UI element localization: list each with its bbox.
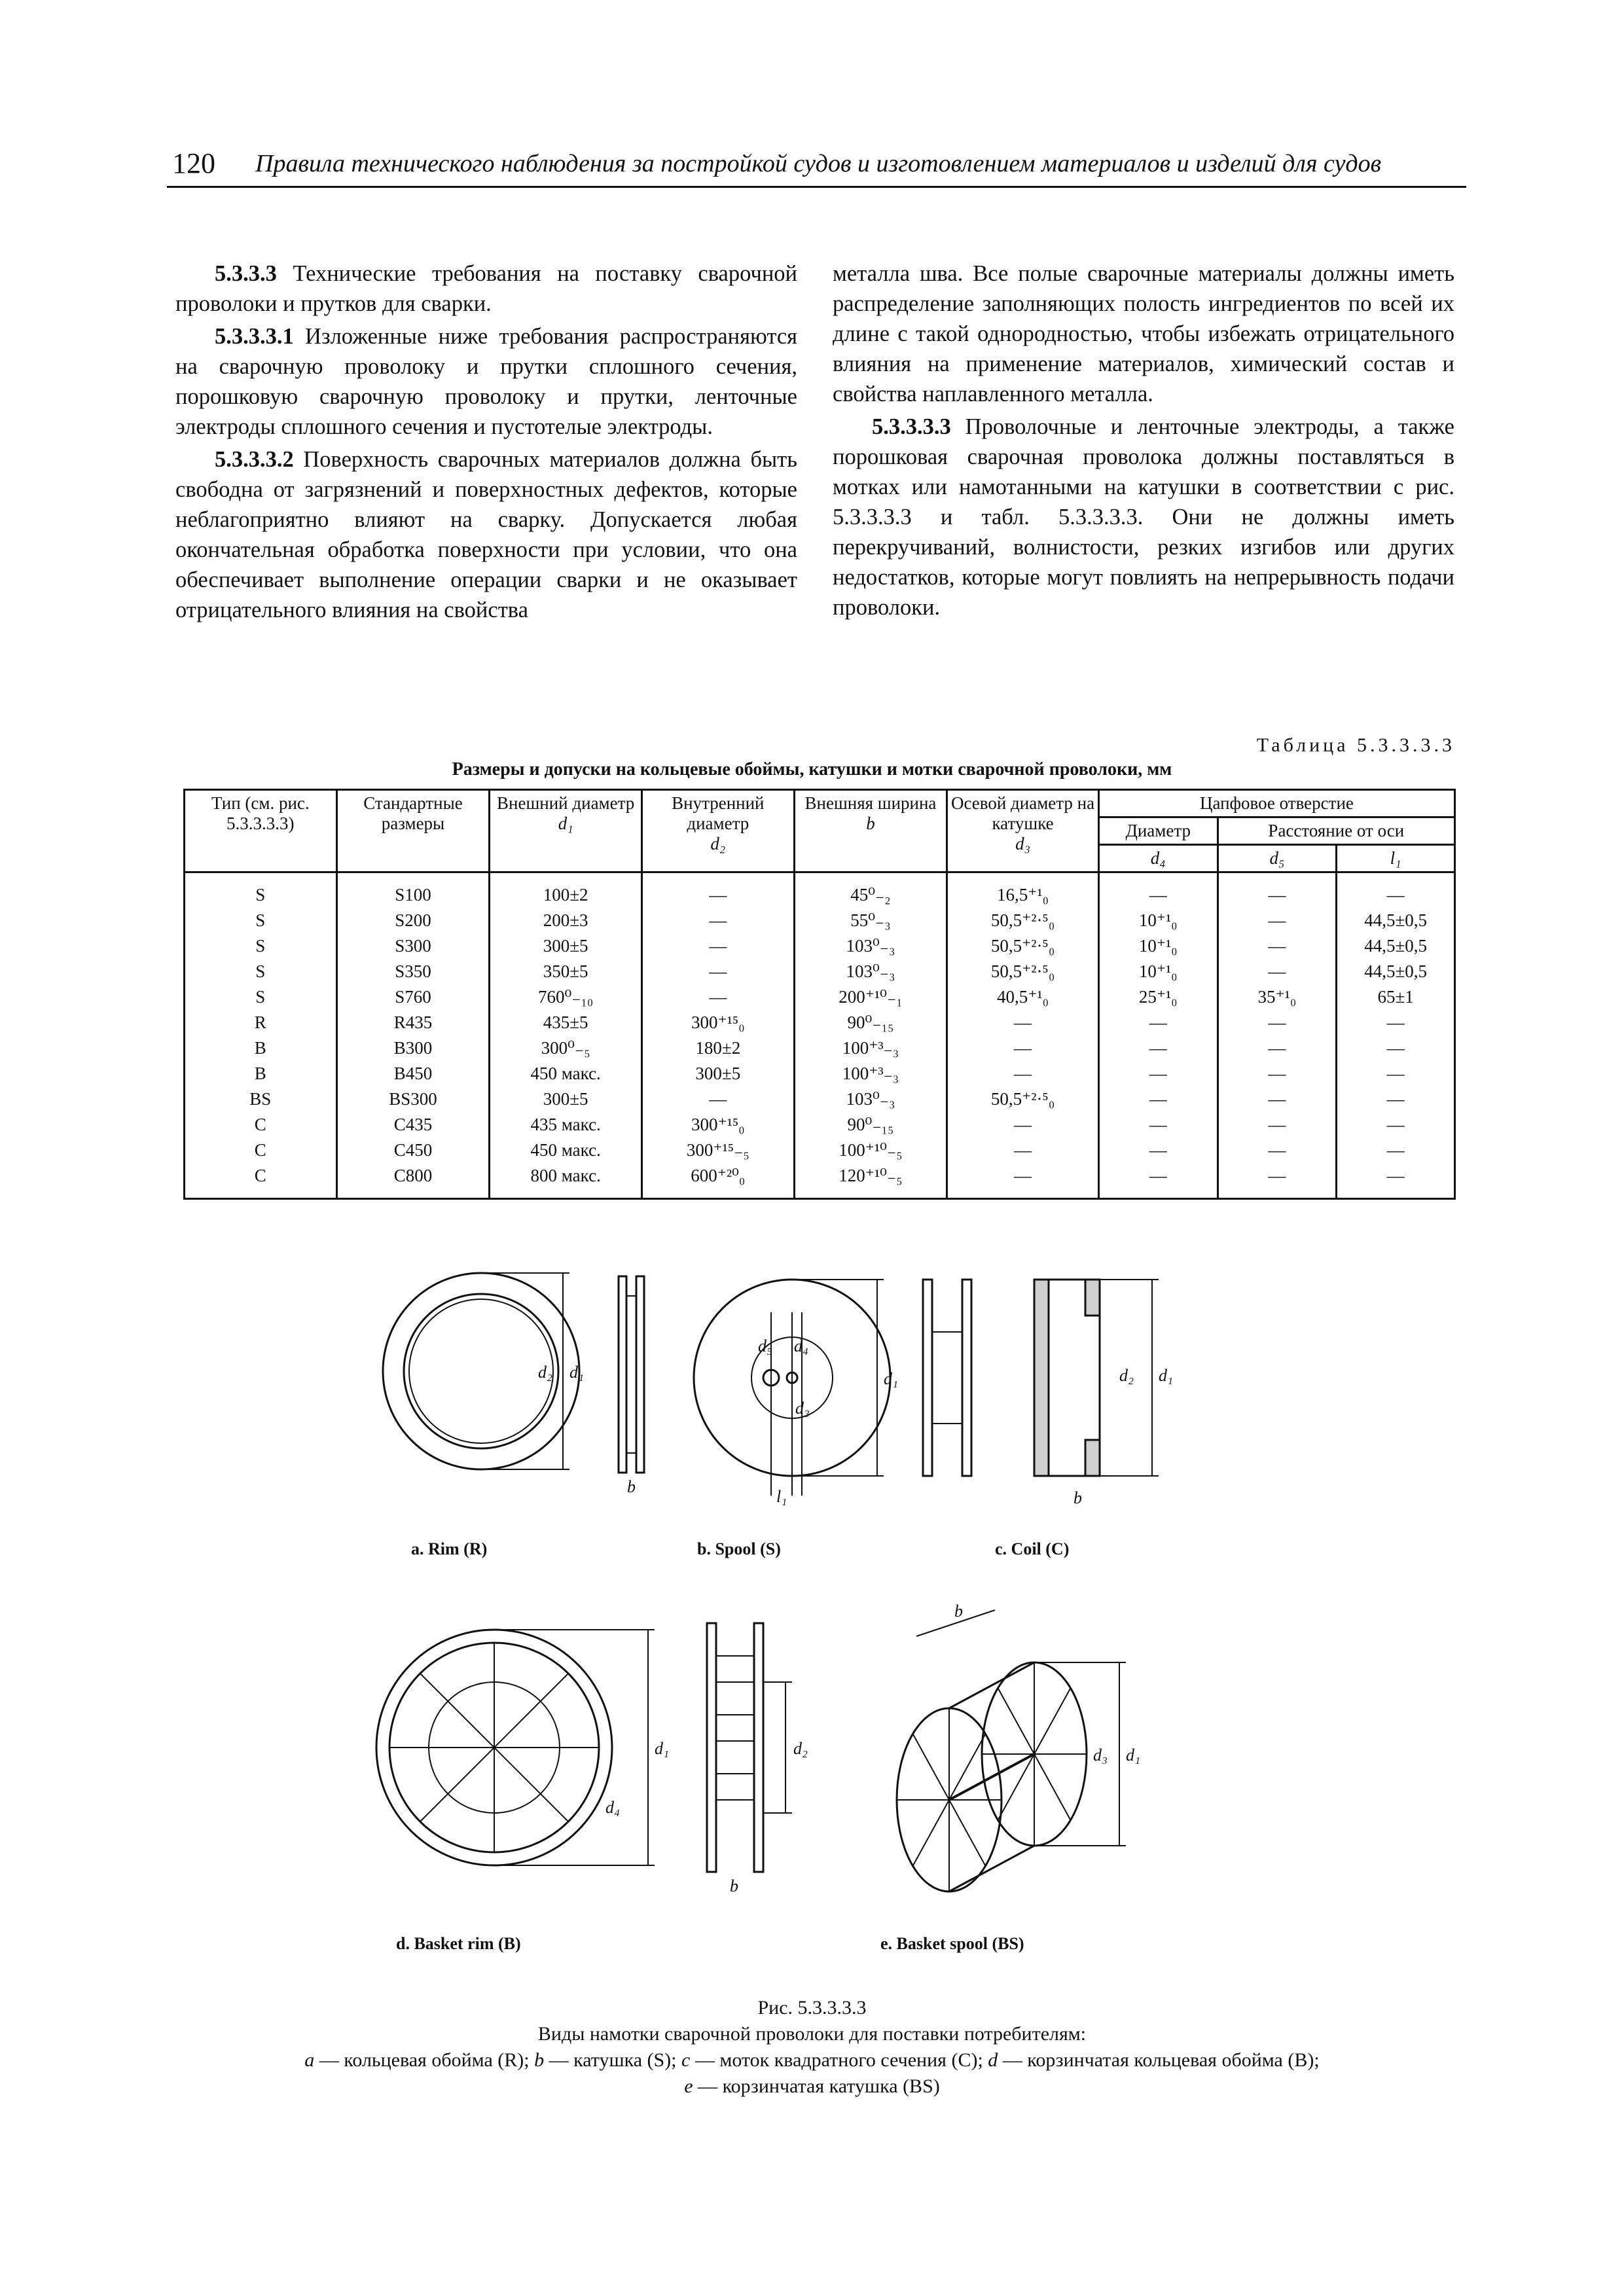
header-d5: d₅	[1218, 845, 1337, 872]
table-cell: 100⁺³₋₃	[794, 1035, 947, 1061]
table-cell: S	[185, 908, 337, 933]
table-cell: —	[1098, 1163, 1218, 1199]
table-cell: 100±2	[490, 872, 642, 908]
clause-number: 5.3.3.3.1	[215, 324, 294, 349]
table-cell: —	[641, 1086, 794, 1112]
table-cell: —	[1218, 1112, 1337, 1138]
table-cell: 55⁰₋₃	[794, 908, 947, 933]
running-title: Правила технического наблюдения за постройкой судов и изготовлением материалов и изделий для судов	[255, 150, 1382, 177]
figure-legend-line-2	[0, 2073, 1624, 2100]
caption-rim: a. Rim (R)	[411, 1539, 488, 1558]
figure-caption	[0, 1995, 1624, 2100]
legend-text: — корзинчатая катушка (BS)	[693, 2075, 940, 2097]
table-cell: —	[947, 1163, 1099, 1199]
table-row	[185, 959, 1455, 984]
header-pin-diameter: Диаметр	[1098, 817, 1218, 845]
table-cell: R435	[336, 1010, 490, 1035]
dim-label-d2: d₂	[538, 1363, 553, 1382]
legend-text: — кольцевая обойма (R);	[314, 2049, 535, 2071]
table-cell: 50,5⁺²·⁵₀	[947, 933, 1099, 959]
header-pin-distance: Расстояние от оси	[1218, 817, 1454, 845]
table-cell: 90⁰₋₁₅	[794, 1010, 947, 1035]
figure-number: Рис. 5.3.3.3.3	[757, 1997, 867, 2018]
table-cell: 300±5	[641, 1061, 794, 1086]
table-cell: 50,5⁺²·⁵₀	[947, 908, 1099, 933]
table-cell: —	[947, 1035, 1099, 1061]
table-cell: 50,5⁺²·⁵₀	[947, 959, 1099, 984]
table-cell: —	[641, 908, 794, 933]
table-cell: —	[1218, 1035, 1337, 1061]
figure-rim	[367, 1296, 641, 1512]
header-type: Тип (см. рис. 5.3.3.3.3)	[185, 790, 337, 872]
table-cell: 200±3	[490, 908, 642, 933]
table-row	[185, 1010, 1455, 1035]
header-label: Внешняя ширина	[804, 793, 937, 813]
table-row	[185, 1035, 1455, 1061]
caption-spool: b. Spool (S)	[697, 1539, 781, 1558]
table-cell: —	[1098, 1138, 1218, 1163]
legend-key: e	[684, 2075, 693, 2097]
dim-label-d1: d₁	[655, 1739, 670, 1758]
dim-label-b: b	[954, 1602, 963, 1621]
table-cell: 760⁰₋₁₀	[490, 984, 642, 1010]
dim-label-b: b	[730, 1876, 738, 1895]
table-cell: C450	[336, 1138, 490, 1163]
table-cell: B300	[336, 1035, 490, 1061]
table-cell: —	[1218, 908, 1337, 933]
table-cell: 65±1	[1337, 984, 1455, 1010]
table-cell: 300⁰₋₅	[490, 1035, 642, 1061]
figure-spool	[687, 1299, 988, 1522]
table-cell: —	[1218, 933, 1337, 959]
legend-key: b	[534, 2049, 545, 2071]
paragraph-5-3-3-3	[175, 259, 797, 319]
table-row	[185, 872, 1455, 908]
table-cell: —	[947, 1138, 1099, 1163]
figure-basket-spool	[877, 1602, 1165, 1911]
figure-basket-rim	[367, 1617, 825, 1895]
table-cell: S	[185, 872, 337, 908]
table-cell: 45⁰₋₂	[794, 872, 947, 908]
table-cell: 10⁺¹₀	[1098, 908, 1218, 933]
legend-text: — моток квадратного сечения (C);	[690, 2049, 988, 2071]
table-row	[185, 984, 1455, 1010]
table-cell: —	[1218, 1010, 1337, 1035]
table-cell: S300	[336, 933, 490, 959]
table-row	[185, 1061, 1455, 1086]
table-cell: BS	[185, 1086, 337, 1112]
table-cell: R	[185, 1010, 337, 1035]
dim-label-l1: l₁	[776, 1487, 787, 1506]
table-cell: 44,5±0,5	[1337, 933, 1455, 959]
table-cell: 435 макс.	[490, 1112, 642, 1138]
table-cell: —	[1218, 1138, 1337, 1163]
table-cell: —	[1337, 1010, 1455, 1035]
figure-legend-line-1	[0, 2047, 1624, 2073]
table-cell: 40,5⁺¹₀	[947, 984, 1099, 1010]
legend-key: d	[988, 2049, 998, 2071]
table-cell: 100⁺³₋₃	[794, 1061, 947, 1086]
table-cell: —	[641, 872, 794, 908]
header-label: Внутренний диаметр	[672, 793, 765, 833]
table-cell: B	[185, 1035, 337, 1061]
header-l1: l₁	[1337, 845, 1455, 872]
table-cell: S	[185, 984, 337, 1010]
dim-label-d1: d₁	[1159, 1366, 1174, 1385]
caption-basket-spool: e. Basket spool (BS)	[880, 1934, 1024, 1953]
header-standard-sizes: Стандартные размеры	[336, 790, 490, 872]
legend-text: — катушка (S);	[544, 2049, 682, 2071]
table-cell: —	[947, 1010, 1099, 1035]
table-cell: 103⁰₋₃	[794, 933, 947, 959]
header-symbol: d₂	[710, 834, 726, 853]
table-cell: 180±2	[641, 1035, 794, 1061]
table-row	[185, 908, 1455, 933]
clause-text: Изложенные ниже требования распространяются на сварочную проволоку и прутки сплошного сечения, порошковую сварочную проволоку и прутки, ленточные электроды сплошного сечения и пустотелые электроды.	[175, 324, 797, 439]
table-cell: —	[1337, 1086, 1455, 1112]
table-cell: S200	[336, 908, 490, 933]
paragraph-continued: металла шва. Все полые сварочные материалы должны иметь распределение заполняющих полость ингредиентов по всей их длине с такой однородностью, чтобы избежать отрицательного влияния на применение материалов, химический состав и свойства наплавленного металла.	[833, 261, 1454, 406]
table-cell: —	[1218, 1163, 1337, 1199]
table-cell: —	[1337, 1112, 1455, 1138]
table-cell: —	[947, 1061, 1099, 1086]
table-cell: 90⁰₋₁₅	[794, 1112, 947, 1138]
table-cell: —	[641, 959, 794, 984]
table-cell: 300⁺¹⁵₀	[641, 1010, 794, 1035]
dim-label-d3: d₃	[795, 1399, 810, 1418]
table-cell: —	[1337, 1035, 1455, 1061]
table-cell: S760	[336, 984, 490, 1010]
table-title: Размеры и допуски на кольцевые обоймы, катушки и мотки сварочной проволоки, мм	[452, 759, 1172, 780]
header-inner-diameter	[641, 790, 794, 872]
table-cell: 44,5±0,5	[1337, 959, 1455, 984]
paragraph-5-3-3-3-3	[833, 412, 1454, 622]
dim-label-d5: d₅	[758, 1336, 773, 1355]
legend-key: c	[681, 2049, 691, 2071]
dim-label-b: b	[1074, 1488, 1082, 1507]
clause-text: Проволочные и ленточные электроды, а также порошковая сварочная проволока должны поставляться в мотках или намотанными на катушки в соответствии с рис. 5.3.3.3.3 и табл. 5.3.3.3.3. Они не должны иметь перекручиваний, волнистости, резких изгибов или других недостатков, которые могут повлиять на непрерывность подачи проволоки.	[833, 414, 1454, 620]
legend-text: — корзинчатая кольцевая обойма (B);	[998, 2049, 1320, 2071]
figure-title: Виды намотки сварочной проволоки для поставки потребителям:	[537, 2023, 1087, 2045]
table-row	[185, 1112, 1455, 1138]
table-cell: 103⁰₋₃	[794, 1086, 947, 1112]
table-cell: —	[1218, 959, 1337, 984]
clause-text: Технические требования на поставку сварочной проволоки и прутков для сварки.	[175, 261, 797, 316]
clause-text: Поверхность сварочных материалов должна быть свободна от загрязнений и поверхностных дефектов, которые неблагоприятно влияют на сварку. Допускается любая окончательная обработка поверхности при условии, что она обеспечивает выполнение операции сварки и не оказывает отрицательного влияния на свойства	[175, 447, 797, 622]
table-cell: 50,5⁺²·⁵₀	[947, 1086, 1099, 1112]
table-cell: S	[185, 959, 337, 984]
paragraph-5-3-3-3-2	[175, 444, 797, 625]
table-cell: —	[641, 933, 794, 959]
clause-number: 5.3.3.3	[215, 261, 277, 286]
table-cell: —	[1098, 872, 1218, 908]
dim-label-b: b	[627, 1477, 636, 1496]
table-cell: 120⁺¹⁰₋₅	[794, 1163, 947, 1199]
table-cell: 200⁺¹⁰₋₁	[794, 984, 947, 1010]
dim-label-d4: d₄	[794, 1336, 809, 1355]
table-cell: B	[185, 1061, 337, 1086]
table-cell: S	[185, 933, 337, 959]
table-row	[185, 1138, 1455, 1163]
table-cell: C	[185, 1112, 337, 1138]
table-cell: 300±5	[490, 1086, 642, 1112]
dim-label-d2: d₂	[1119, 1366, 1134, 1385]
table-cell: 35⁺¹₀	[1218, 984, 1337, 1010]
clause-number: 5.3.3.3.3	[872, 414, 951, 439]
table-cell: —	[1337, 1163, 1455, 1199]
table-cell: 103⁰₋₃	[794, 959, 947, 984]
table-cell: 450 макс.	[490, 1138, 642, 1163]
rim-inner-circle	[404, 1294, 558, 1448]
table-cell: C435	[336, 1112, 490, 1138]
header-outer-diameter	[490, 790, 642, 872]
table-cell: 300⁺¹⁵₀	[641, 1112, 794, 1138]
clause-number: 5.3.3.3.2	[215, 447, 294, 472]
right-text-column	[833, 259, 1454, 622]
table-cell: S100	[336, 872, 490, 908]
dim-label-d4: d₄	[605, 1798, 621, 1817]
table-cell: —	[1218, 1061, 1337, 1086]
table-cell: —	[1098, 1010, 1218, 1035]
dim-label-d1: d₁	[569, 1363, 585, 1382]
table-cell: —	[1098, 1035, 1218, 1061]
table-cell: 600⁺²⁰₀	[641, 1163, 794, 1199]
dim-label-d2: d₂	[793, 1739, 808, 1758]
header-pin-hole: Цапфовое отверстие	[1098, 790, 1454, 817]
table-number: Таблица 5.3.3.3.3	[1256, 734, 1455, 756]
header-symbol: b	[866, 814, 875, 833]
table-cell: 350±5	[490, 959, 642, 984]
table-cell: 300±5	[490, 933, 642, 959]
table-cell: 800 макс.	[490, 1163, 642, 1199]
table-cell: 300⁺¹⁵₋₅	[641, 1138, 794, 1163]
header-label: Осевой диаметр на катушке	[950, 793, 1095, 833]
dim-label-d1: d₁	[1126, 1746, 1141, 1765]
table-cell: 25⁺¹₀	[1098, 984, 1218, 1010]
table-cell: 435±5	[490, 1010, 642, 1035]
table-cell: —	[1098, 1112, 1218, 1138]
table-cell: —	[1098, 1061, 1218, 1086]
table-cell: 450 макс.	[490, 1061, 642, 1086]
table-cell: C	[185, 1138, 337, 1163]
table-cell: 10⁺¹₀	[1098, 933, 1218, 959]
dimensions-table	[183, 789, 1456, 1200]
table-cell: —	[1337, 1138, 1455, 1163]
table-cell: —	[1337, 872, 1455, 908]
caption-coil: c. Coil (C)	[995, 1539, 1070, 1558]
table-body	[185, 872, 1455, 1199]
table-cell: 10⁺¹₀	[1098, 959, 1218, 984]
legend-key: a	[304, 2049, 315, 2071]
table-cell: —	[641, 984, 794, 1010]
dim-label-d3: d₃	[1093, 1746, 1108, 1765]
table-cell: C800	[336, 1163, 490, 1199]
header-d4: d₄	[1098, 845, 1218, 872]
table-row	[185, 1163, 1455, 1199]
header-outer-width	[794, 790, 947, 872]
paragraph-5-3-3-3-1	[175, 321, 797, 442]
caption-basket-rim: d. Basket rim (B)	[396, 1934, 521, 1953]
table-cell: C	[185, 1163, 337, 1199]
table-cell: 16,5⁺¹₀	[947, 872, 1099, 908]
table-cell: S350	[336, 959, 490, 984]
table-cell: —	[1218, 872, 1337, 908]
table-cell: B450	[336, 1061, 490, 1086]
header-label: Внешний диаметр	[497, 793, 635, 813]
table-cell: —	[947, 1112, 1099, 1138]
page-number: 120	[172, 147, 215, 179]
table-cell: 100⁺¹⁰₋₅	[794, 1138, 947, 1163]
header-symbol: d₁	[558, 814, 573, 833]
header-symbol: d₃	[1015, 834, 1030, 853]
table-cell: 44,5±0,5	[1337, 908, 1455, 933]
table-cell: —	[1218, 1086, 1337, 1112]
header-axial-diameter	[947, 790, 1099, 872]
dim-label-d1: d₁	[884, 1369, 899, 1388]
left-text-column	[175, 259, 797, 625]
table-row	[185, 1086, 1455, 1112]
table-row	[185, 933, 1455, 959]
table-cell: BS300	[336, 1086, 490, 1112]
table-cell: —	[1337, 1061, 1455, 1086]
figure-coil	[1021, 1299, 1218, 1522]
running-header	[167, 145, 1466, 188]
table-cell: —	[1098, 1086, 1218, 1112]
